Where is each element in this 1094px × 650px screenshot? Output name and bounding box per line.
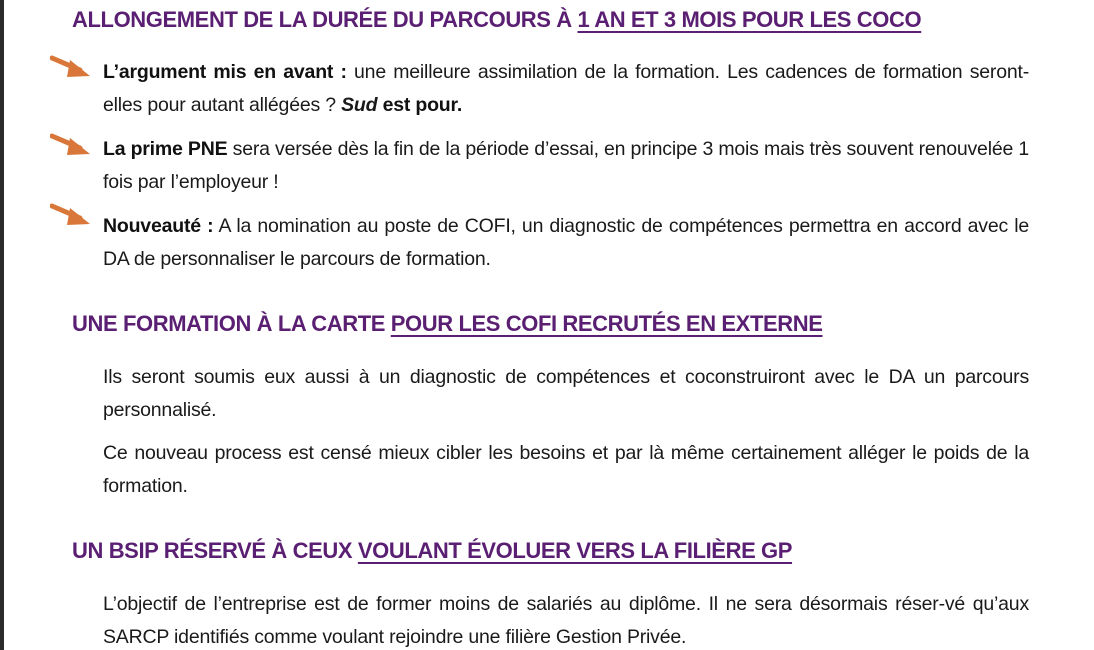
bullet-lead: La prime PNE [103,138,228,160]
heading-underlined-text: 1 AN ET 3 MOIS POUR LES COCO [577,7,922,32]
arrow-icon [50,203,94,229]
heading-text: UN BSIP RÉSERVÉ À CEUX [72,538,358,563]
paragraph-process: Ce nouveau process est censé mieux cibler les besoins et par là même certainement alléger le poids de la formation. [103,442,1029,497]
paragraph-diagnostic: Ils seront soumis eux aussi à un diagnostic de compétences et coconstruiront avec le DA un parcours personnalisé. [103,366,1029,421]
bullet-text: une meilleure assimilation de la formation. Les cadences de formation seront-elles pour autant allégées ? [103,61,1029,116]
arrow-icon [50,55,94,81]
section-heading-formation-carte [72,311,823,337]
bullet-text: A la nomination au poste de COFI, un diagnostic de compétences permettra en accord avec le DA de personnaliser le parcours de formation. [103,215,1029,270]
bullet-end: est pour. [377,94,463,116]
heading-underlined-text: VOULANT ÉVOLUER VERS LA FILIÈRE GP [357,538,793,563]
section-heading-parcours [72,7,921,33]
bullet-argument [103,56,1029,122]
heading-underlined-text: POUR LES COFI RECRUTÉS EN EXTERNE [390,311,823,336]
bullet-italic: Sud [341,94,378,116]
bullet-lead: Nouveauté : [103,215,214,237]
heading-text: UNE FORMATION À LA CARTE [72,311,391,336]
bullet-text: sera versée dès la fin de la période d’essai, en principe 3 mois mais très souvent renouvelée 1 fois par l’employeur ! [103,138,1029,193]
arrow-icon [50,133,94,159]
bullet-nouveaute [103,210,1029,276]
page-edge-divider [0,0,4,650]
section-heading-bsip [72,538,792,564]
paragraph-objectif: L’objectif de l’entreprise est de former moins de salariés au diplôme. Il ne sera désormais réser-vé qu’aux SARCP identifiés comme voulant rejoindre une filière Gestion Privée. [103,593,1029,648]
heading-text: ALLONGEMENT DE LA DURÉE DU PARCOURS À [72,7,578,32]
bullet-prime-pne [103,133,1029,199]
bullet-lead: L’argument mis en avant : [103,61,347,83]
